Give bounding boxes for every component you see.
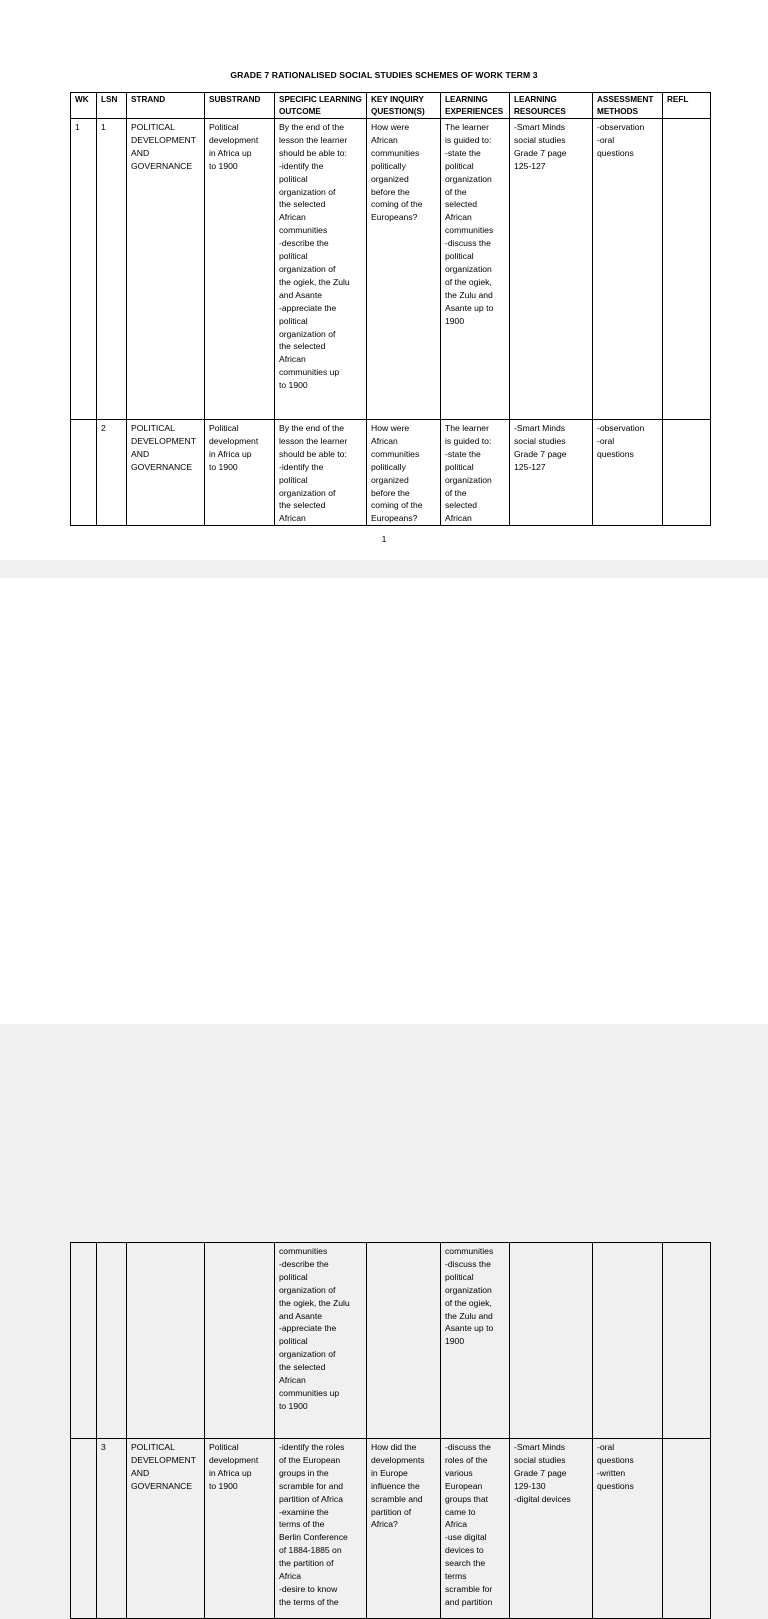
reflection-cell <box>663 420 711 526</box>
header-text: LSN <box>101 95 118 104</box>
cell-text: 3 <box>101 1442 106 1452</box>
learning-experiences-cell <box>441 420 510 526</box>
cell-text: Asante up to <box>445 302 494 313</box>
cell-text: -appreciate the <box>279 1323 337 1334</box>
cell-text: Grade 7 page <box>514 1467 567 1478</box>
cell-text: organization <box>445 474 492 485</box>
header-text: LEARNING <box>514 95 557 104</box>
header-strand <box>127 93 205 119</box>
cell-text: to 1900 <box>209 1480 238 1491</box>
cell-text: 125-127 <box>514 461 546 472</box>
cell-text: POLITICAL <box>131 423 175 433</box>
cell-text: -examine the <box>279 1506 329 1517</box>
cell-text: to 1900 <box>279 380 308 391</box>
learning-experiences-cell <box>441 1243 510 1439</box>
cell-text: is guided to: <box>445 435 492 446</box>
header-text: STRAND <box>131 95 166 104</box>
learning-resources-cell <box>510 119 593 420</box>
cell-text: AND <box>131 448 150 459</box>
cell-text: 1 <box>75 122 80 132</box>
header-text: KEY INQUIRY <box>371 95 424 104</box>
header-text: LEARNING <box>445 95 488 104</box>
cell-text: questions <box>597 1454 634 1465</box>
cell-text: organized <box>371 173 409 184</box>
cell-text: to 1900 <box>279 1400 308 1411</box>
cell-text: lesson the learner <box>279 435 348 446</box>
cell-text: communities <box>371 147 420 158</box>
cell-text: political <box>445 461 474 472</box>
header-week <box>71 93 97 119</box>
cell-text: of the <box>445 186 467 197</box>
cell-text: organization <box>445 173 492 184</box>
cell-text: the selected <box>279 500 326 511</box>
cell-text: search the <box>445 1558 486 1569</box>
cell-text: should be able to: <box>279 448 347 459</box>
cell-text: of the ogiek, <box>445 276 492 287</box>
cell-text: -identify the <box>279 461 324 472</box>
assessment-methods-cell <box>593 420 663 526</box>
cell-text: Africa? <box>371 1519 398 1530</box>
cell-text: partition of <box>371 1506 412 1517</box>
cell-text: The learner <box>445 122 489 132</box>
cell-text: political <box>279 1271 308 1282</box>
cell-text: in Africa up <box>209 147 252 158</box>
header-reflection <box>663 93 711 119</box>
cell-text: By the end of the <box>279 423 344 433</box>
cell-text: -discuss the <box>445 1442 491 1452</box>
cell-text: social studies <box>514 134 566 145</box>
cell-text: -oral <box>597 435 615 446</box>
header-text: QUESTION(S) <box>371 107 425 116</box>
cell-text: organization of <box>279 487 336 498</box>
cell-text: terms <box>445 1571 467 1582</box>
substrand-cell <box>205 420 275 526</box>
header-text: RESOURCES <box>514 107 566 116</box>
cell-text: in Africa up <box>209 1467 252 1478</box>
cell-text: political <box>279 1336 308 1347</box>
cell-text: coming of the <box>371 199 423 210</box>
cell-text: -identify the roles <box>279 1442 345 1452</box>
cell-text: communities up <box>279 1387 340 1398</box>
header-text: WK <box>75 95 89 104</box>
cell-text: communities <box>371 448 420 459</box>
cell-text: the partition of <box>279 1558 334 1569</box>
week-cell <box>71 119 97 420</box>
cell-text: social studies <box>514 1454 566 1465</box>
cell-text: African <box>279 212 306 223</box>
cell-text: organization of <box>279 186 336 197</box>
lesson-cell <box>97 119 127 420</box>
assessment-methods-cell <box>593 1439 663 1619</box>
cell-text: in Europe <box>371 1467 408 1478</box>
cell-text: in Africa up <box>209 448 252 459</box>
cell-text: should be able to: <box>279 147 347 158</box>
specific-learning-outcome-cell <box>275 119 367 420</box>
cell-text: -Smart Minds <box>514 1442 566 1452</box>
cell-text: How were <box>371 423 410 433</box>
cell-text: Berlin Conference <box>279 1532 348 1543</box>
cell-text: political <box>445 160 474 171</box>
cell-text: -describe the <box>279 1258 329 1269</box>
cell-text: partition of Africa <box>279 1493 344 1504</box>
schemes-of-work-table <box>70 92 711 526</box>
cell-text: African <box>445 513 472 524</box>
cell-text: Political <box>209 423 239 433</box>
cell-text: roles of the <box>445 1454 488 1465</box>
cell-text: social studies <box>514 435 566 446</box>
cell-text: -desire to know <box>279 1583 338 1594</box>
cell-text: scramble for <box>445 1583 493 1594</box>
cell-text: politically <box>371 160 406 171</box>
cell-text: the selected <box>279 1362 326 1373</box>
strand-cell <box>127 1243 205 1439</box>
reflection-cell <box>663 1243 711 1439</box>
cell-text: organization of <box>279 1284 336 1295</box>
strand-cell <box>127 119 205 420</box>
cell-text: communities <box>445 1246 494 1256</box>
cell-text: communities up <box>279 367 340 378</box>
table-header-row <box>71 93 711 119</box>
cell-text: -Smart Minds <box>514 122 566 132</box>
cell-text: development <box>209 435 259 446</box>
header-text: ASSESSMENT <box>597 95 654 104</box>
cell-text: GOVERNANCE <box>131 1480 193 1491</box>
lesson-cell <box>97 1243 127 1439</box>
cell-text: communities <box>279 225 328 236</box>
learning-experiences-cell <box>441 1439 510 1619</box>
cell-text: Africa <box>445 1519 467 1530</box>
header-learning-resources <box>510 93 593 119</box>
cell-text: political <box>445 1271 474 1282</box>
cell-text: development <box>209 1454 259 1465</box>
cell-text: of the ogiek, <box>445 1297 492 1308</box>
cell-text: -discuss the <box>445 1258 491 1269</box>
cell-text: -observation <box>597 122 645 132</box>
header-text: SUBSTRAND <box>209 95 261 104</box>
cell-text: How did the <box>371 1442 417 1452</box>
cell-text: before the <box>371 487 410 498</box>
cell-text: terms of the <box>279 1519 325 1530</box>
cell-text: Grade 7 page <box>514 448 567 459</box>
cell-text: questions <box>597 1480 634 1491</box>
table-row <box>71 420 711 526</box>
cell-text: African <box>371 435 398 446</box>
lesson-cell <box>97 420 127 526</box>
cell-text: -state the <box>445 147 481 158</box>
cell-text: developments <box>371 1454 425 1465</box>
cell-text: Asante up to <box>445 1323 494 1334</box>
cell-text: political <box>279 251 308 262</box>
cell-text: is guided to: <box>445 134 492 145</box>
substrand-cell <box>205 1439 275 1619</box>
page-number: 1 <box>381 534 387 544</box>
cell-text: selected <box>445 500 478 511</box>
cell-text: groups that <box>445 1493 488 1504</box>
cell-text: the Zulu and <box>445 1310 493 1321</box>
document-page-1 <box>0 0 768 560</box>
cell-text: the selected <box>279 199 326 210</box>
specific-learning-outcome-cell <box>275 1439 367 1619</box>
week-cell <box>71 1243 97 1439</box>
cell-text: politically <box>371 461 406 472</box>
schemes-of-work-table-continued <box>70 1242 711 1619</box>
cell-text: scramble for and <box>279 1480 344 1491</box>
cell-text: to 1900 <box>209 160 238 171</box>
cell-text: political <box>279 173 308 184</box>
key-inquiry-question-cell <box>367 119 441 420</box>
cell-text: development <box>209 134 259 145</box>
cell-text: -discuss the <box>445 238 491 249</box>
cell-text: -written <box>597 1467 626 1478</box>
cell-text: AND <box>131 1467 150 1478</box>
cell-text: GOVERNANCE <box>131 160 193 171</box>
cell-text: the ogiek, the Zulu <box>279 1297 350 1308</box>
cell-text: the Zulu and <box>445 289 493 300</box>
cell-text: influence the <box>371 1480 420 1491</box>
cell-text: organization <box>445 1284 492 1295</box>
cell-text: organization <box>445 263 492 274</box>
strand-cell <box>127 420 205 526</box>
cell-text: -identify the <box>279 160 324 171</box>
cell-text: How were <box>371 122 410 132</box>
cell-text: -appreciate the <box>279 302 337 313</box>
cell-text: GOVERNANCE <box>131 461 193 472</box>
cell-text: groups in the <box>279 1467 329 1478</box>
cell-text: political <box>445 251 474 262</box>
assessment-methods-cell <box>593 1243 663 1439</box>
cell-text: -state the <box>445 448 481 459</box>
learning-experiences-cell <box>441 119 510 420</box>
specific-learning-outcome-cell <box>275 1243 367 1439</box>
cell-text: Political <box>209 1442 239 1452</box>
strand-cell <box>127 1439 205 1619</box>
cell-text: -use digital <box>445 1532 487 1543</box>
cell-text: organization of <box>279 263 336 274</box>
cell-text: scramble and <box>371 1493 423 1504</box>
header-text: REFL <box>667 95 689 104</box>
week-cell <box>71 420 97 526</box>
cell-text: political <box>279 315 308 326</box>
cell-text: organization of <box>279 1349 336 1360</box>
learning-resources-cell <box>510 1439 593 1619</box>
cell-text: African <box>279 1375 306 1386</box>
cell-text: and partition <box>445 1596 493 1607</box>
cell-text: questions <box>597 147 634 158</box>
cell-text: -digital devices <box>514 1493 571 1504</box>
header-text: EXPERIENCES <box>445 107 504 116</box>
table-row <box>71 119 711 420</box>
header-specific-learning-outcome <box>275 93 367 119</box>
cell-text: political <box>279 474 308 485</box>
cell-text: POLITICAL <box>131 1442 175 1452</box>
cell-text: 125-127 <box>514 160 546 171</box>
cell-text: the terms of the <box>279 1596 339 1607</box>
reflection-cell <box>663 119 711 420</box>
cell-text: 2 <box>101 423 106 433</box>
cell-text: 129-130 <box>514 1480 546 1491</box>
cell-text: African <box>279 354 306 365</box>
cell-text: African <box>445 212 472 223</box>
cell-text: POLITICAL <box>131 122 175 132</box>
substrand-cell <box>205 119 275 420</box>
key-inquiry-question-cell <box>367 420 441 526</box>
cell-text: -describe the <box>279 238 329 249</box>
cell-text: 1 <box>101 122 106 132</box>
cell-text: Europeans? <box>371 513 418 524</box>
document-title: GRADE 7 RATIONALISED SOCIAL STUDIES SCHEMES OF WORK TERM 3 <box>230 70 538 80</box>
cell-text: various <box>445 1467 473 1478</box>
table-row <box>71 1439 711 1619</box>
cell-text: before the <box>371 186 410 197</box>
cell-text: selected <box>445 199 478 210</box>
cell-text: The learner <box>445 423 489 433</box>
cell-text: the selected <box>279 341 326 352</box>
header-key-inquiry-question <box>367 93 441 119</box>
cell-text: the ogiek, the Zulu <box>279 276 350 287</box>
cell-text: 1900 <box>445 1336 465 1347</box>
cell-text: lesson the learner <box>279 134 348 145</box>
cell-text: European <box>445 1480 483 1491</box>
cell-text: of the <box>445 487 467 498</box>
lesson-cell <box>97 1439 127 1619</box>
cell-text: organization of <box>279 328 336 339</box>
cell-text: Grade 7 page <box>514 147 567 158</box>
table-row <box>71 1243 711 1439</box>
cell-text: communities <box>279 1246 328 1256</box>
cell-text: -oral <box>597 134 615 145</box>
header-text: METHODS <box>597 107 638 116</box>
cell-text: 1900 <box>445 315 465 326</box>
cell-text: AND <box>131 147 150 158</box>
cell-text: DEVELOPMENT <box>131 134 196 145</box>
document-page-2 <box>0 578 768 1607</box>
header-text: OUTCOME <box>279 107 321 116</box>
key-inquiry-question-cell <box>367 1439 441 1619</box>
cell-text: -observation <box>597 423 645 433</box>
cell-text: and Asante <box>279 1310 323 1321</box>
cell-text: of 1884-1885 on <box>279 1545 342 1556</box>
cell-text: By the end of the <box>279 122 344 132</box>
cell-text: -oral <box>597 1442 615 1452</box>
cell-text: African <box>371 134 398 145</box>
reflection-cell <box>663 1439 711 1619</box>
cell-text: Africa <box>279 1571 301 1582</box>
cell-text: DEVELOPMENT <box>131 435 196 446</box>
cell-text: Europeans? <box>371 212 418 223</box>
cell-text: to 1900 <box>209 461 238 472</box>
header-lesson <box>97 93 127 119</box>
cell-text: of the European <box>279 1454 341 1465</box>
cell-text: organized <box>371 474 409 485</box>
cell-text: communities <box>445 225 494 236</box>
header-assessment-methods <box>593 93 663 119</box>
cell-text: African <box>279 513 306 524</box>
cell-text: Political <box>209 122 239 132</box>
learning-resources-cell <box>510 420 593 526</box>
assessment-methods-cell <box>593 119 663 420</box>
cell-text: -Smart Minds <box>514 423 566 433</box>
specific-learning-outcome-cell <box>275 420 367 526</box>
substrand-cell <box>205 1243 275 1439</box>
cell-text: coming of the <box>371 500 423 511</box>
learning-resources-cell <box>510 1243 593 1439</box>
cell-text: DEVELOPMENT <box>131 1454 196 1465</box>
header-text: SPECIFIC LEARNING <box>279 95 362 104</box>
cell-text: came to <box>445 1506 476 1517</box>
cell-text: and Asante <box>279 289 323 300</box>
cell-text: devices to <box>445 1545 484 1556</box>
key-inquiry-question-cell <box>367 1243 441 1439</box>
header-learning-experiences <box>441 93 510 119</box>
week-cell <box>71 1439 97 1619</box>
cell-text: questions <box>597 448 634 459</box>
header-substrand <box>205 93 275 119</box>
